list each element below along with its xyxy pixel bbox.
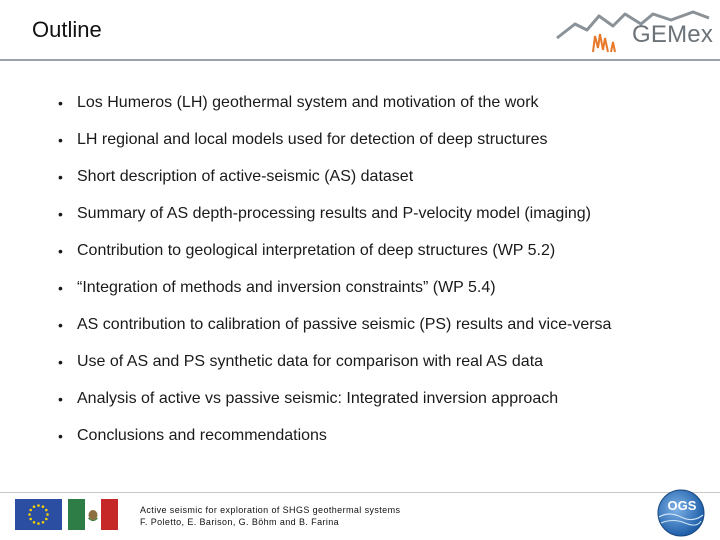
list-item-text: Short description of active-seismic (AS) dataset bbox=[77, 168, 414, 185]
list-item bbox=[58, 315, 708, 352]
mexico-flag-icon bbox=[68, 499, 118, 530]
list-item-text: Analysis of active vs passive seismic: Integrated inversion approach bbox=[77, 390, 559, 407]
bullet-icon: • bbox=[58, 169, 63, 185]
footer-caption bbox=[140, 504, 400, 528]
list-item-text: Los Humeros (LH) geothermal system and motivation of the work bbox=[77, 94, 539, 111]
ogs-logo-text: OGS bbox=[667, 498, 697, 513]
bullet-icon: • bbox=[58, 95, 63, 111]
list-item bbox=[58, 130, 708, 167]
list-item bbox=[58, 426, 708, 463]
bullet-icon: • bbox=[58, 280, 63, 296]
list-item-text: AS contribution to calibration of passive seismic (PS) results and vice-versa bbox=[77, 316, 612, 333]
list-item bbox=[58, 241, 708, 278]
ogs-logo-icon bbox=[649, 489, 713, 537]
list-item-text: “Integration of methods and inversion constraints” (WP 5.4) bbox=[77, 279, 496, 296]
list-item-text: Conclusions and recommendations bbox=[77, 427, 327, 444]
list-item-text: Summary of AS depth-processing results and P-velocity model (imaging) bbox=[77, 205, 591, 222]
bullet-icon: • bbox=[58, 354, 63, 370]
list-item bbox=[58, 278, 708, 315]
bullet-icon: • bbox=[58, 206, 63, 222]
eu-flag-icon bbox=[15, 499, 62, 530]
list-item-text: LH regional and local models used for detection of deep structures bbox=[77, 131, 548, 148]
bullet-icon: • bbox=[58, 317, 63, 333]
bullet-icon: • bbox=[58, 132, 63, 148]
outline-list bbox=[58, 93, 708, 463]
bullet-icon: • bbox=[58, 243, 63, 259]
list-item bbox=[58, 93, 708, 130]
footer-title: Active seismic for exploration of SHGS geothermal systems bbox=[140, 505, 401, 515]
list-item bbox=[58, 204, 708, 241]
footer-authors: F. Poletto, E. Barison, G. Böhm and B. Farina bbox=[140, 517, 340, 527]
bullet-icon: • bbox=[58, 428, 63, 444]
title-divider bbox=[0, 59, 720, 61]
list-item bbox=[58, 389, 708, 426]
list-item-text: Contribution to geological interpretation of deep structures (WP 5.2) bbox=[77, 242, 556, 259]
list-item-text: Use of AS and PS synthetic data for comparison with real AS data bbox=[77, 353, 544, 370]
logo-text: GEMex bbox=[632, 21, 714, 48]
list-item bbox=[58, 352, 708, 389]
bullet-icon: • bbox=[58, 391, 63, 407]
list-item bbox=[58, 167, 708, 204]
slide-title: Outline bbox=[32, 17, 102, 42]
footer-divider bbox=[0, 492, 720, 493]
